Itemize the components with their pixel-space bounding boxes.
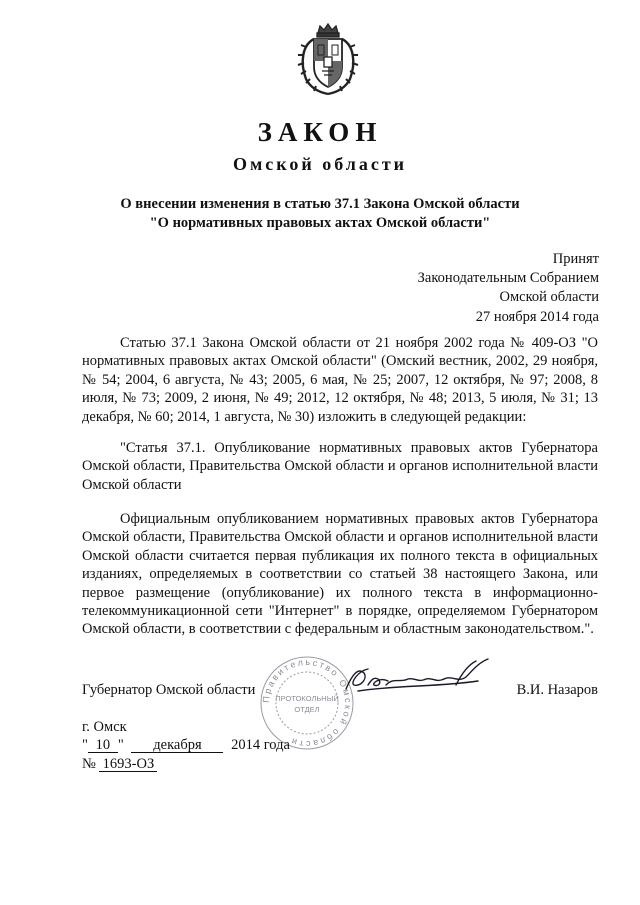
coat-of-arms-icon — [296, 23, 360, 97]
stamp-center-line-2: ОТДЕЛ — [294, 705, 320, 714]
quote-open: " — [82, 737, 88, 754]
law-number-value: 1693-ОЗ — [99, 757, 157, 772]
place-date-number — [82, 718, 290, 773]
law-number — [82, 755, 290, 773]
adoption-block — [418, 250, 599, 327]
stamp-ring-text: Правительство Омской области — [260, 656, 354, 750]
date-month: декабря — [131, 738, 223, 753]
signatory-name: В.И. Назаров — [516, 682, 598, 698]
signatory-role: Губернатор Омской области — [82, 682, 256, 698]
quote-close: " — [117, 737, 124, 754]
law-subject-line-1: О внесении изменения в статью 37.1 Закона Омской области — [120, 196, 520, 212]
stamp-center-line-1: ПРОТОКОЛЬНЫЙ — [275, 694, 339, 703]
law-subject-line-2: "О нормативных правовых актах Омской области" — [149, 215, 491, 231]
city: г. Омск — [82, 719, 127, 735]
law-subject — [0, 195, 640, 233]
signing-date — [82, 736, 290, 754]
law-title: ЗАКОН — [257, 117, 383, 147]
adoption-date: 27 ноября 2014 года — [475, 308, 599, 325]
date-day: 10 — [88, 738, 118, 753]
date-year: 2014 года — [231, 737, 290, 754]
adoption-line-1: Принят — [552, 251, 599, 267]
adoption-line-2: Законодательным Собранием — [417, 270, 599, 287]
body-paragraph-1: Статью 37.1 Закона Омской области от 21 ноября 2002 года № 409-ОЗ "О нормативных правовых актах Омской области" (Омский вестник, 2002, 29 ноября, № 54; 2004, 6 августа, № 43; 2005, 6 мая, № 25; 2007, 12 октября, № 97; 2008, 8 июля, № 73; 2009, 2 июня, № 49; 2012, 12 октября, № 48; 2013, 5 июля, № 31; 13 декабря, № 60; 2014, 1 августа, № 30) изложить в следующей редакции: — [82, 335, 598, 425]
body-paragraph-2: Официальным опубликованием нормативных правовых актов Губернатора Омской области, Правительства Омской области и органов исполнительной власти Омской области считается первая публикация их полного текста в официальных изданиях, определяемых в соответствии со статьей 38 настоящего Закона, или первое размещение (опубликование) их полного текста в информационно-телекоммуникационной сети "Интернет" в порядке, определяемом Губернатором Омской области, в соответствии с федеральным и областным законодательством.". — [82, 511, 598, 638]
law-region: Омской области — [232, 154, 408, 174]
law-number-prefix: № — [82, 755, 96, 772]
handwritten-signature-icon — [338, 655, 498, 700]
adoption-line-3: Омской области — [499, 289, 599, 306]
body-paragraph-article-heading: "Статья 37.1. Опубликование нормативных правовых актов Губернатора Омской области, Правительства Омской области и органов исполнительной власти Омской области — [82, 440, 598, 493]
